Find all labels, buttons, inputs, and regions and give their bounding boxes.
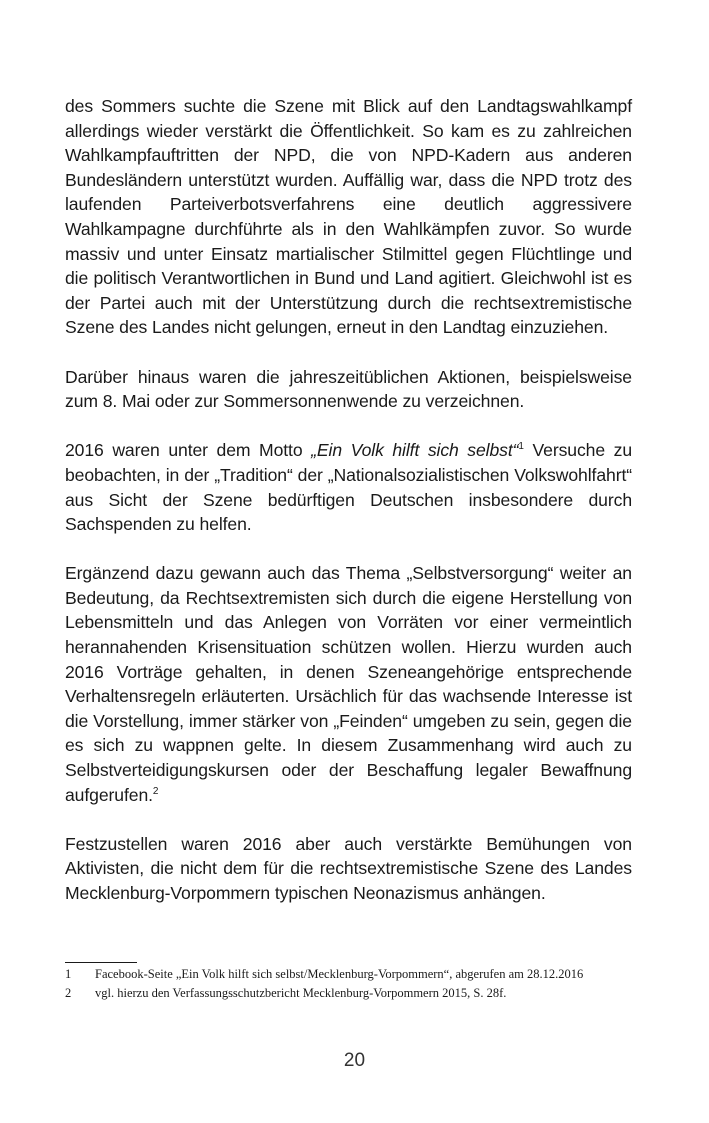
footnotes <box>65 966 632 1004</box>
paragraph-3 <box>65 438 632 536</box>
paragraph-4 <box>65 561 632 807</box>
paragraph-5: Festzustellen waren 2016 aber auch verstärkte Bemühungen von Aktivisten, die nicht dem für die rechtsextremistische Szene des Landes Mecklenburg-Vorpommern typischen Neonazismus anhängen. <box>65 833 632 903</box>
paragraph-3-rest: Versuche zu beobachten, in der „Tradition“ der „Nationalsozialistischen Volkswohlfahrt“ aus Sicht der Szene bedürftigen Deutschen insbesondere durch Sachspenden zu helfen. <box>65 440 632 535</box>
footnote-text: vgl. hierzu den Verfassungsschutzbericht Mecklenburg-Vorpommern 2015, S. 28f. <box>95 986 507 1000</box>
footnote-2 <box>65 985 632 1001</box>
body-text <box>65 94 632 930</box>
paragraph-1: des Sommers suchte die Szene mit Blick auf den Landtagswahlkampf allerdings wieder verstärkt die Öffentlichkeit. So kam es zu zahlreichen Wahlkampfauftritten der NPD, die von NPD-Kadern aus anderen Bundesländern unterstützt wurden. Auffällig war, dass die NPD trotz des laufenden Parteiverbotsverfahrens eine deutlich aggressivere Wahlkampagne durchführte als in den Wahlkämpfen zuvor. So wurde massiv und unter Einsatz martialischer Stilmittel gegen Flüchtlinge und die politisch Verantwortlichen in Bund und Land agitiert. Gleichwohl ist es der Partei auch mit der Unterstützung durch die rechtsextremistische Szene des Landes nicht gelungen, erneut in den Landtag einzuziehen. <box>65 96 632 338</box>
footnote-number: 2 <box>65 986 72 1000</box>
footnote-1 <box>65 966 632 982</box>
footnote-text: Facebook-Seite „Ein Volk hilft sich selbst/Mecklenburg-Vorpommern“, abgerufen am 28.12.2016 <box>95 967 584 981</box>
footnote-number: 1 <box>65 967 72 981</box>
page-number: 20 <box>343 1050 366 1071</box>
paragraph-3-lead: 2016 waren unter dem Motto <box>65 440 312 461</box>
footnote-ref-2: 2 <box>152 785 159 797</box>
footnote-divider <box>65 962 137 963</box>
motto-quote: „Ein Volk hilft sich selbst“ <box>311 440 519 461</box>
footnote-ref-1: 1 <box>518 441 524 453</box>
paragraph-4-text: Ergänzend dazu gewann auch das Thema „Selbstversorgung“ weiter an Bedeutung, da Rechtsextremisten sich durch die eigene Herstellung von Lebensmitteln und das Anlegen von Vorräten vor einer vermeintlich herannahenden Krisensituation schützen wollen. Hierzu wurden auch 2016 Vorträge gehalten, in denen Szeneangehörige entsprechende Verhaltensregeln erläuterten. Ursächlich für das wachsende Interesse ist die Vorstellung, immer stärker von „Feinden“ umgeben zu sein, gegen die es sich zu wappnen gelte. In diesem Zusammenhang wird auch zu Selbstverteidigungskursen oder der Beschaffung legaler Bewaffnung aufgerufen. <box>65 563 632 805</box>
paragraph-2: Darüber hinaus waren die jahreszeitüblichen Aktionen, beispielsweise zum 8. Mai oder zur Sommersonnenwende zu verzeichnen. <box>65 366 632 412</box>
